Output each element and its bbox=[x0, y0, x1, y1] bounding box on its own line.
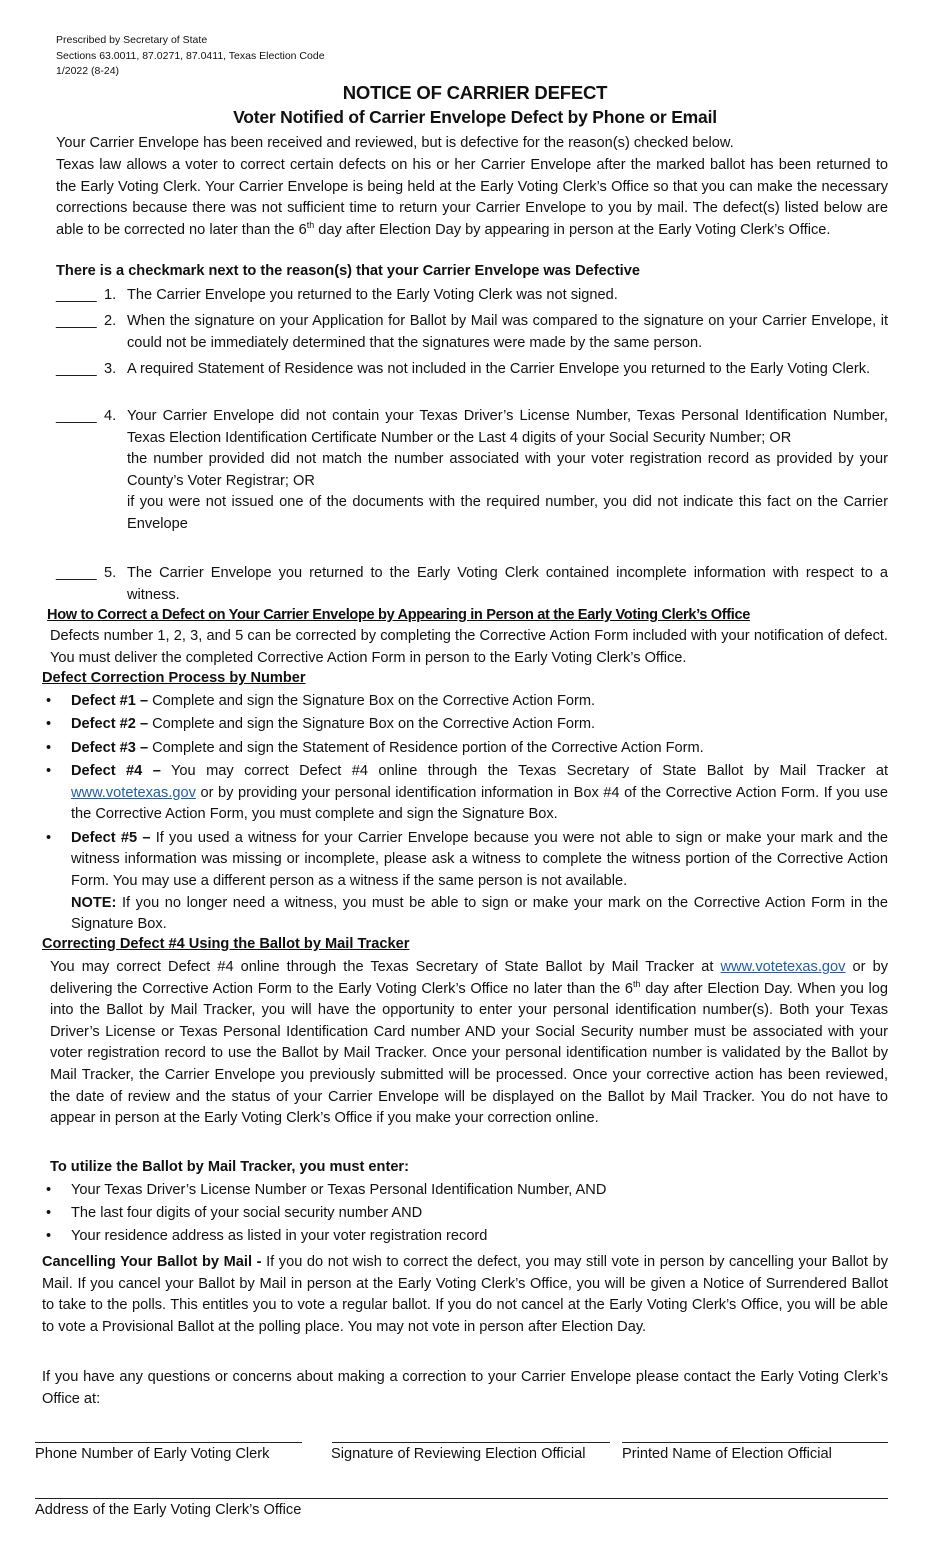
how-to-correct-heading: How to Correct a Defect on Your Carrier Envelope by Appearing in Person at the Early Voting Clerk’s Office bbox=[47, 607, 751, 623]
how-to-correct-text: Defects number 1, 2, 3, and 5 can be corrected by completing the Corrective Action Form included with your notification of defect. You must deliver the completed Corrective Action Form in person to the Early Voting Clerk’s Office. bbox=[50, 628, 888, 666]
check-blank[interactable]: _____ bbox=[56, 313, 97, 329]
utilize-item: • The last four digits of your social security number AND bbox=[46, 1204, 423, 1221]
printed-name-line[interactable] bbox=[622, 1442, 888, 1443]
check-blank[interactable]: _____ bbox=[56, 565, 97, 581]
signature-label: Signature of Reviewing Election Official bbox=[331, 1446, 586, 1462]
phone-number-line[interactable] bbox=[35, 1442, 302, 1443]
defect-number: 4. bbox=[104, 408, 117, 424]
prescribed-line-3: 1/2022 (8-24) bbox=[56, 65, 120, 77]
address-line[interactable] bbox=[35, 1498, 888, 1499]
process-item-defect-3: • Defect #3 – Complete and sign the Statement of Residence portion of the Corrective Action Form. bbox=[46, 739, 704, 756]
defect-item-5 bbox=[56, 563, 888, 606]
prescribed-by-block bbox=[56, 33, 325, 80]
defect-text: When the signature on your Application for Ballot by Mail was compared to the signature on your Carrier Envelope, it could not be immediately determined that the signatures were made by the same person. bbox=[127, 313, 888, 351]
note-label: NOTE: bbox=[71, 894, 117, 911]
printed-name-label: Printed Name of Election Official bbox=[622, 1446, 832, 1462]
process-item-defect-5: • Defect #5 – If you used a witness for your Carrier Envelope because you were not able to sign or make your mark and the witness information was missing or incomplete, please ask a witness to complete the witness portion of the Corrective Action Form. You may use a different person as a witness if the same person is not available. NOTE: If you no longer need a witness, you must be able to sign or make your mark on the Corrective Action Form in the Signature Box. bbox=[46, 829, 888, 933]
process-item-defect-1: • Defect #1 – Complete and sign the Signature Box on the Corrective Action Form. bbox=[46, 693, 596, 709]
defect-item-4 bbox=[56, 406, 888, 536]
utilize-item: • Your Texas Driver’s License Number or Texas Personal Identification Number, AND bbox=[46, 1182, 607, 1198]
defect-text-b: the number provided did not match the number associated with your voter registration record as provided by your County’s Voter Registrar; OR bbox=[127, 451, 888, 489]
process-heading: Defect Correction Process by Number bbox=[42, 670, 306, 686]
intro-paragraph-2: Texas law allows a voter to correct certain defects on his or her Carrier Envelope after the marked ballot has been returned to the Early Voting Clerk. Your Carrier Envelope is being held at the Early Voting Clerk’s Office so that you can make the necessary corrections because there was not sufficient time to return your Carrier Envelope to you by mail. The defect(s) listed below are able to be corrected no later than the 6th day after Election Day by appearing in person at the Early Voting Clerk’s Office. bbox=[56, 157, 888, 238]
defect-item-2 bbox=[56, 311, 888, 354]
check-blank[interactable]: _____ bbox=[56, 408, 97, 424]
process-list bbox=[42, 691, 888, 938]
tracker-heading: Correcting Defect #4 Using the Ballot by Mail Tracker bbox=[42, 936, 410, 952]
votetexas-link[interactable]: www.votetexas.gov bbox=[71, 784, 196, 801]
defect-number: 3. bbox=[104, 361, 117, 377]
signature-line[interactable] bbox=[332, 1442, 610, 1443]
utilize-item: • Your residence address as listed in your voter registration record bbox=[46, 1227, 488, 1244]
check-blank[interactable]: _____ bbox=[56, 287, 97, 303]
address-label: Address of the Early Voting Clerk’s Office bbox=[35, 1502, 302, 1518]
page-title: NOTICE OF CARRIER DEFECT bbox=[342, 82, 608, 103]
process-item-defect-4: • Defect #4 – You may correct Defect #4 online through the Texas Secretary of State Ballot by Mail Tracker at www.votetexas.gov or by providing your personal identification information in Box #4 of the Corrective Action Form. If you use the Corrective Action Form, you must complete and sign the Signature Box. bbox=[46, 763, 888, 823]
cancelling-paragraph: Cancelling Your Ballot by Mail - If you do not wish to correct the defect, you may still vote in person by cancelling your Ballot by Mail. If you cancel your Ballot by Mail in person at the Early Voting Clerk’s Office, you will be given a Notice of Surrendered Ballot to take to the polls. This entitles you to vote a regular ballot. If you do not cancel at the Early Voting Clerk’s Office, you will be able to vote a Provisional Ballot at the polling place. You may not vote in person after Election Day. bbox=[42, 1254, 888, 1335]
defect-text: The Carrier Envelope you returned to the Early Voting Clerk contained incomplete information with respect to a witness. bbox=[127, 565, 888, 603]
defect-number: 2. bbox=[104, 313, 117, 329]
votetexas-link[interactable]: www.votetexas.gov bbox=[720, 959, 846, 975]
contact-paragraph: If you have any questions or concerns about making a correction to your Carrier Envelope please contact the Early Voting Clerk’s Office at: bbox=[42, 1369, 888, 1407]
defect-item-3 bbox=[56, 359, 888, 381]
process-item-defect-2: • Defect #2 – Complete and sign the Signature Box on the Corrective Action Form. bbox=[46, 716, 596, 733]
intro-paragraph-1: Your Carrier Envelope has been received and reviewed, but is defective for the reason(s) checked below. bbox=[56, 135, 734, 151]
tracker-paragraph: You may correct Defect #4 online through the Texas Secretary of State Ballot by Mail Tracker at www.votetexas.gov or by delivering the Corrective Action Form to the Early Voting Clerk’s Office no later than the 6th day after Election Day. When you log into the Ballot by Mail Tracker, you will have the opportunity to enter your personal identification number(s). Both your Texas Driver’s License or Texas Personal Identification Card number AND your Social Security number must be associated with your voter registration record to use the Ballot by Mail Tracker. Once your personal identification number is validated by the Ballot by Mail Tracker, the Carrier Envelope you previously submitted will be processed. Once your corrective action has been reviewed, the date of review and the status of your Carrier Envelope will be displayed on the Ballot by Mail Tracker. You do not have to appear in person at the Early Voting Clerk’s Office if you make your correction online. bbox=[50, 959, 889, 1127]
prescribed-line-1: Prescribed by Secretary of State bbox=[56, 34, 208, 46]
prescribed-line-2: Sections 63.0011, 87.0271, 87.0411, Texas Election Code bbox=[56, 49, 325, 62]
check-blank[interactable]: _____ bbox=[56, 361, 97, 377]
defect-item-1 bbox=[56, 285, 888, 307]
defect-text: A required Statement of Residence was not included in the Carrier Envelope you returned to the Early Voting Clerk. bbox=[127, 361, 871, 377]
checkmark-heading: There is a checkmark next to the reason(s) that your Carrier Envelope was Defective bbox=[56, 263, 640, 279]
phone-number-label: Phone Number of Early Voting Clerk bbox=[35, 1446, 270, 1462]
utilize-heading: To utilize the Ballot by Mail Tracker, you must enter: bbox=[50, 1159, 409, 1175]
utilize-list bbox=[42, 1180, 888, 1249]
defect-number: 1. bbox=[104, 287, 117, 303]
page-subtitle: Voter Notified of Carrier Envelope Defect by Phone or Email bbox=[233, 107, 717, 127]
defect-text-a: Your Carrier Envelope did not contain your Texas Driver’s License Number, Texas Personal Identification Number, Texas Election Identification Certificate Number or the Last 4 digits of your Social Security Number; OR bbox=[127, 408, 888, 446]
defect-text: The Carrier Envelope you returned to the Early Voting Clerk was not signed. bbox=[127, 287, 618, 303]
defect-text-c: if you were not issued one of the documents with the required number, you did not indicate this fact on the Carrier Envelope bbox=[127, 494, 888, 532]
defect-number: 5. bbox=[104, 565, 117, 581]
note-text: If you no longer need a witness, you must be able to sign or make your mark on the Corrective Action Form in the Signature Box. bbox=[71, 894, 888, 933]
